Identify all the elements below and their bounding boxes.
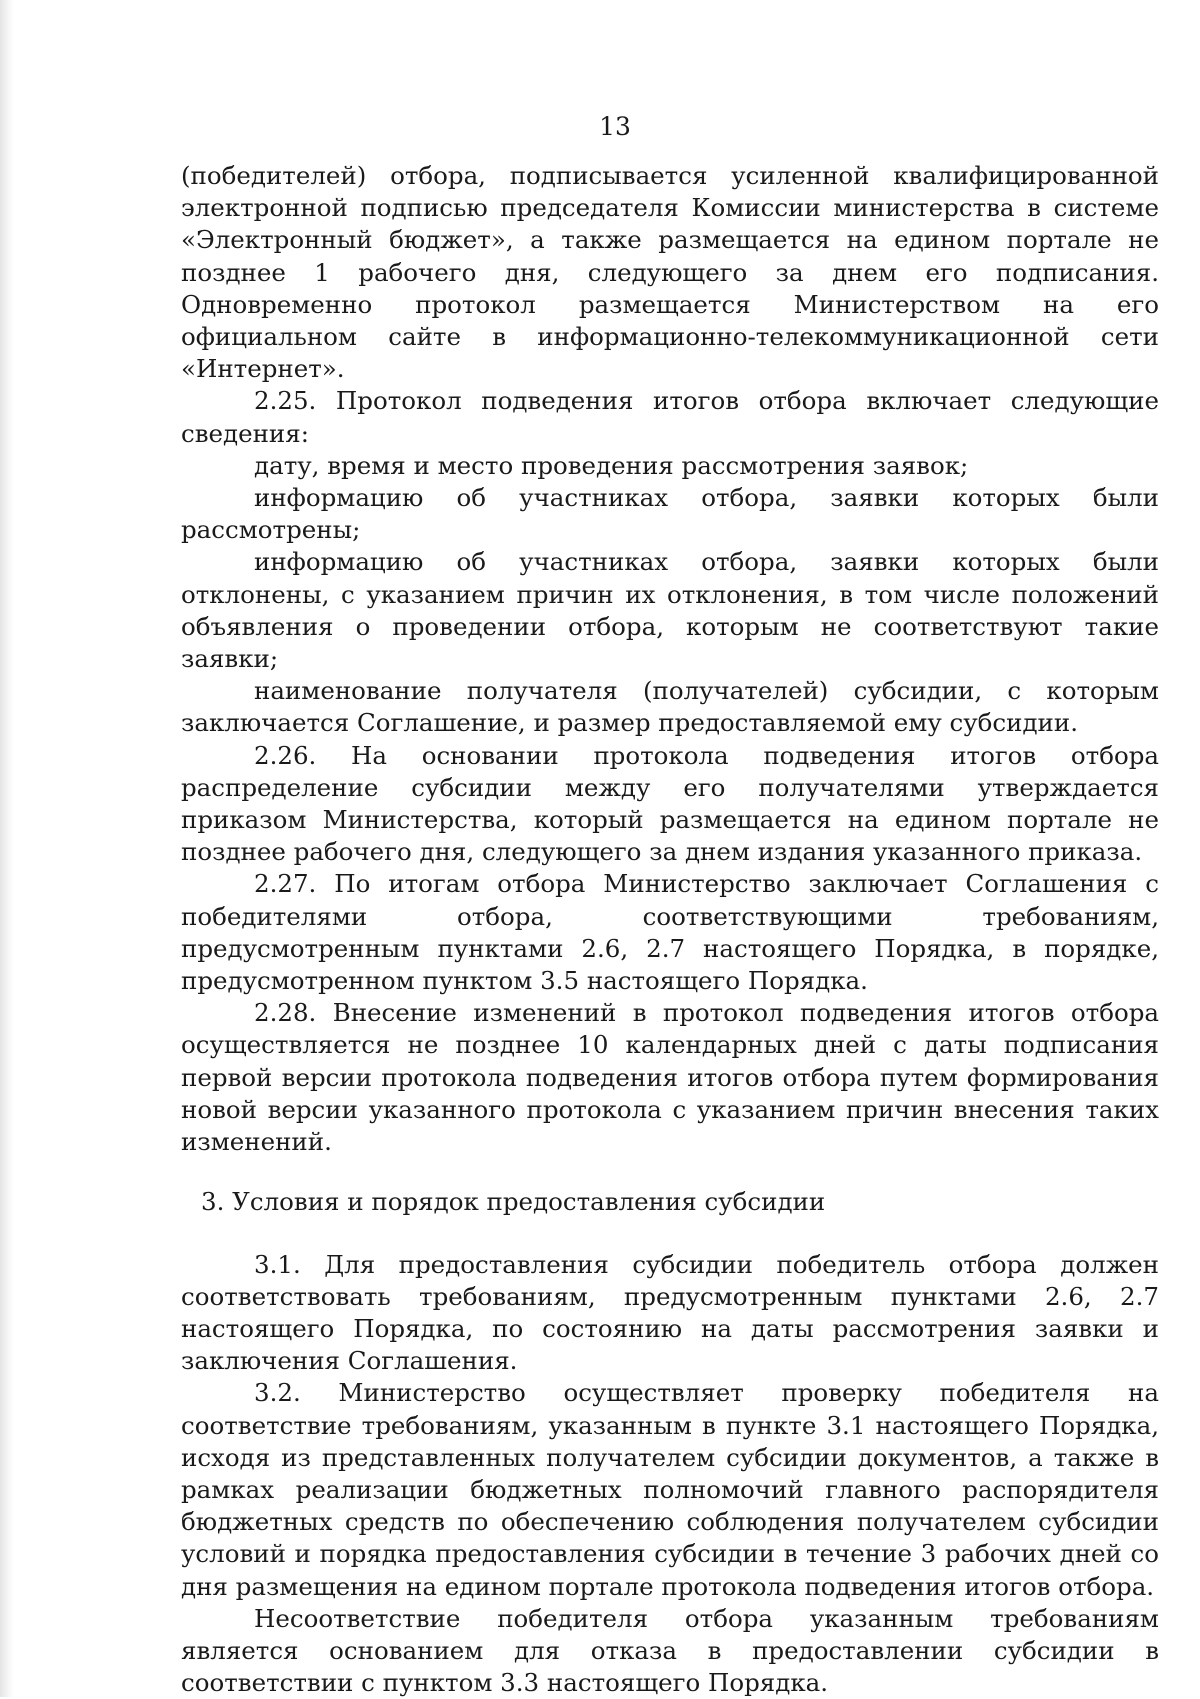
paragraph: 2.28. Внесение изменений в протокол подведения итогов отбора осуществляется не позднее 10 календарных дней с даты подписания первой версии протокола подведения итогов отбора путем формирования новой версии указанного протокола с указанием причин внесения таких изменений.	[181, 998, 1159, 1157]
paragraph: наименование получателя (получателей) субсидии, с которым заключается Соглашение, и размер предоставляемой ему субсидии.	[181, 676, 1159, 738]
paragraph: 3.2. Министерство осуществляет проверку победителя на соответствие требованиям, указанным в пункте 3.1 настоящего Порядка, исходя из представленных получателем субсидии документов, а также в рамках реализации бюджетных полномочий главного распорядителя бюджетных средств по обеспечению соблюдения получателем субсидии условий и порядка предоставления субсидии в течение 3 рабочих дней со дня размещения на едином портале протокола подведения итогов отбора.	[181, 1378, 1159, 1601]
paragraph: информацию об участниках отбора, заявки которых были отклонены, с указанием причин их отклонения, в том числе положений объявления о проведении отбора, которым не соответствуют такие заявки;	[181, 547, 1159, 674]
section-heading: 3. Условия и порядок предоставления субсидии	[201, 1187, 826, 1217]
page-number: 13	[599, 112, 631, 141]
paragraph: информацию об участниках отбора, заявки которых были рассмотрены;	[181, 483, 1159, 545]
scan-edge	[0, 0, 14, 1697]
paragraph: (победителей) отбора, подписывается усиленной квалифицированной электронной подписью председателя Комиссии министерства в системе «Электронный бюджет», а также размещается на едином портале не позднее 1 рабочего дня, следующего за днем его подписания. Одновременно протокол размещается Министерством на его официальном сайте в информационно-телекоммуникационной сети «Интернет».	[181, 161, 1159, 384]
paragraph: 3.1. Для предоставления субсидии победитель отбора должен соответствовать требованиям, предусмотренным пунктами 2.6, 2.7 настоящего Порядка, по состоянию на даты рассмотрения заявки и заключения Соглашения.	[181, 1249, 1159, 1376]
paragraph: дату, время и место проведения рассмотрения заявок;	[254, 450, 969, 480]
document-body	[181, 160, 1159, 1699]
paragraph: 2.27. По итогам отбора Министерство заключает Соглашения с победителями отбора, соответствующими требованиям, предусмотренным пунктами 2.6, 2.7 настоящего Порядка, в порядке, предусмотренном пунктом 3.5 настоящего Порядка.	[181, 869, 1159, 996]
paragraph: 2.26. На основании протокола подведения итогов отбора распределение субсидии между его получателями утверждается приказом Министерства, который размещается на едином портале не позднее рабочего дня, следующего за днем издания указанного приказа.	[181, 740, 1159, 867]
paragraph: 2.25. Протокол подведения итогов отбора включает следующие сведения:	[181, 386, 1159, 448]
paragraph: Несоответствие победителя отбора указанным требованиям является основанием для отказа в предоставлении субсидии в соответствии с пунктом 3.3 настоящего Порядка.	[181, 1603, 1159, 1698]
